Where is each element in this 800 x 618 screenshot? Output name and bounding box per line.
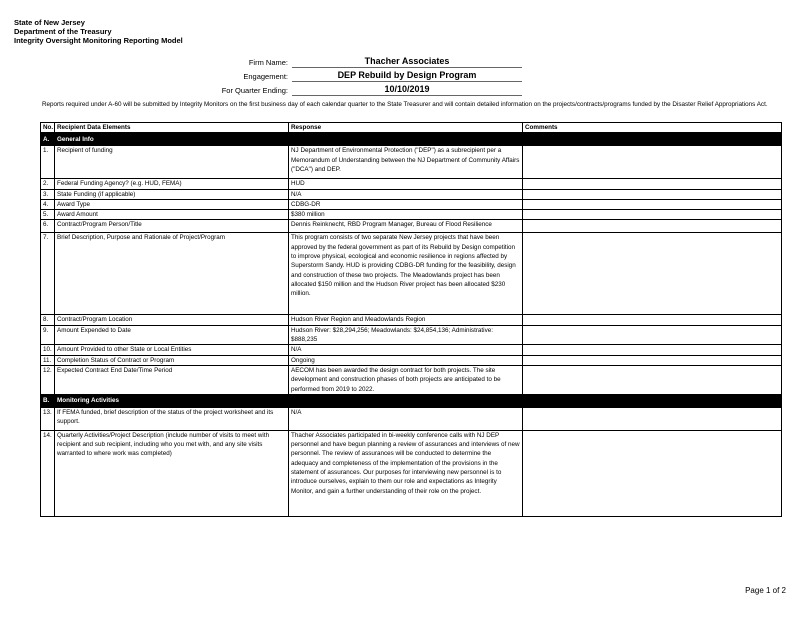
table-row	[41, 199, 782, 209]
section-number: A.	[41, 133, 55, 146]
report-table	[40, 122, 782, 517]
row-number: 12.	[41, 365, 55, 394]
row-number: 2.	[41, 179, 55, 189]
row-response: NJ Department of Environmental Protection ("DEP") as a subrecipient per a Memorandum of Understanding between the NJ Department of Community Affairs ("DCA") and DEP.	[289, 146, 523, 179]
header-department: Department of the Treasury	[14, 27, 112, 36]
row-element: Amount Expended to Date	[55, 325, 289, 345]
row-number: 11.	[41, 355, 55, 365]
engagement-value: DEP Rebuild by Design Program	[292, 69, 522, 82]
row-comments	[523, 430, 782, 516]
row-response: $380 million	[289, 210, 523, 220]
row-number: 1.	[41, 146, 55, 179]
row-number: 14.	[41, 430, 55, 516]
table-row	[41, 315, 782, 325]
row-element: Amount Provided to other State or Local Entities	[55, 345, 289, 355]
quarter-value: 10/10/2019	[292, 83, 522, 96]
row-element: Contract/Program Person/Title	[55, 220, 289, 233]
row-element: Contract/Program Location	[55, 315, 289, 325]
table-row	[41, 325, 782, 345]
row-response: Dennis Reinknecht, RBD Program Manager, Bureau of Flood Resilience	[289, 220, 523, 233]
row-element: If FEMA funded, brief description of the status of the project worksheet and its support.	[55, 407, 289, 430]
row-element: Award Type	[55, 199, 289, 209]
row-number: 4.	[41, 199, 55, 209]
table-row	[41, 210, 782, 220]
row-number: 3.	[41, 189, 55, 199]
row-element: Federal Funding Agency? (e.g. HUD, FEMA)	[55, 179, 289, 189]
row-element: Completion Status of Contract or Program	[55, 355, 289, 365]
table-row	[41, 189, 782, 199]
row-comments	[523, 365, 782, 394]
row-number: 7.	[41, 233, 55, 315]
table-row	[41, 146, 782, 179]
header-element: Recipient Data Elements	[55, 123, 289, 133]
row-comments	[523, 179, 782, 189]
row-number: 9.	[41, 325, 55, 345]
row-comments	[523, 355, 782, 365]
firm-name-value: Thacher Associates	[292, 55, 522, 68]
row-response: Thacher Associates participated in bi-weekly conference calls with NJ DEP personnel and have begun planning a review of assurances and interviews of new personnel. The review of assurances will be conducted to determine the adequacy and completeness of the implementation of the provisions in the statement of assurances. Our purposes for interviewing new personnel is to introduce ourselves, explain to them our role and expectations as Integrity Monitor, and gain a further understanding of their role on the project.	[289, 430, 523, 516]
row-response: N/A	[289, 345, 523, 355]
row-comments	[523, 210, 782, 220]
section-title: General Info	[55, 133, 782, 146]
table-row	[41, 179, 782, 189]
document-header	[14, 18, 183, 45]
firm-name-label: Firm Name:	[248, 58, 288, 67]
header-state: State of New Jersey	[14, 18, 85, 27]
row-response: AECOM has been awarded the design contract for both projects. The site development and construction phases of both projects are anticipated to be performed from 2019 to 2022.	[289, 365, 523, 394]
row-response: Hudson River: $28,294,256; Meadowlands: $24,854,136; Administrative: $888,235	[289, 325, 523, 345]
row-response: Hudson River Region and Meadowlands Region	[289, 315, 523, 325]
table-row	[41, 233, 782, 315]
row-number: 13.	[41, 407, 55, 430]
page-number: Page 1 of 2	[745, 586, 786, 595]
row-response: HUD	[289, 179, 523, 189]
table-row	[41, 407, 782, 430]
quarter-label: For Quarter Ending:	[221, 86, 288, 95]
row-element: State Funding (if applicable)	[55, 189, 289, 199]
row-number: 10.	[41, 345, 55, 355]
section-row	[41, 133, 782, 146]
table-row	[41, 365, 782, 394]
row-response: This program consists of two separate New Jersey projects that have been approved by the federal government as part of its Rebuild by Design competition to improve physical, ecological and economic resilience in regions affected by Superstorm Sandy. HUD is providing CDBG-DR funding for the feasibility, design and construction of these two projects. The Meadowlands project has been allocated $150 million and the Hudson River project has been allocated $230 million.	[289, 233, 523, 315]
table-row	[41, 345, 782, 355]
header-comments: Comments	[523, 123, 782, 133]
row-comments	[523, 325, 782, 345]
row-comments	[523, 315, 782, 325]
table-row	[41, 355, 782, 365]
row-number: 6.	[41, 220, 55, 233]
intro-paragraph: Reports required under A-60 will be submitted by Integrity Monitors on the first business day of each calendar quarter to the State Treasurer and will contain detailed information on the projects/contracts/programs funded by the Disaster Relief Appropriations Act.	[42, 101, 768, 108]
row-comments	[523, 345, 782, 355]
row-comments	[523, 146, 782, 179]
row-element: Recipient of funding	[55, 146, 289, 179]
header-no: No.	[41, 123, 55, 133]
row-number: 8.	[41, 315, 55, 325]
section-title: Monitoring Activities	[55, 394, 782, 407]
row-response: N/A	[289, 189, 523, 199]
row-comments	[523, 220, 782, 233]
row-element: Award Amount	[55, 210, 289, 220]
table-row	[41, 430, 782, 516]
row-comments	[523, 189, 782, 199]
row-response: CDBG-DR	[289, 199, 523, 209]
row-response: N/A	[289, 407, 523, 430]
table-header-row	[41, 123, 782, 133]
section-row	[41, 394, 782, 407]
row-element: Quarterly Activities/Project Description (include number of visits to meet with recipient and sub recipient, including who you met with, and any site visits warranted to where work was completed)	[55, 430, 289, 516]
row-comments	[523, 407, 782, 430]
row-response: Ongoing	[289, 355, 523, 365]
row-element: Expected Contract End Date/Time Period	[55, 365, 289, 394]
section-number: B.	[41, 394, 55, 407]
engagement-label: Engagement:	[243, 72, 288, 81]
row-number: 5.	[41, 210, 55, 220]
row-comments	[523, 199, 782, 209]
header-response: Response	[289, 123, 523, 133]
row-comments	[523, 233, 782, 315]
row-element: Brief Description, Purpose and Rationale of Project/Program	[55, 233, 289, 315]
table-row	[41, 220, 782, 233]
header-model-title: Integrity Oversight Monitoring Reporting Model	[14, 36, 183, 45]
